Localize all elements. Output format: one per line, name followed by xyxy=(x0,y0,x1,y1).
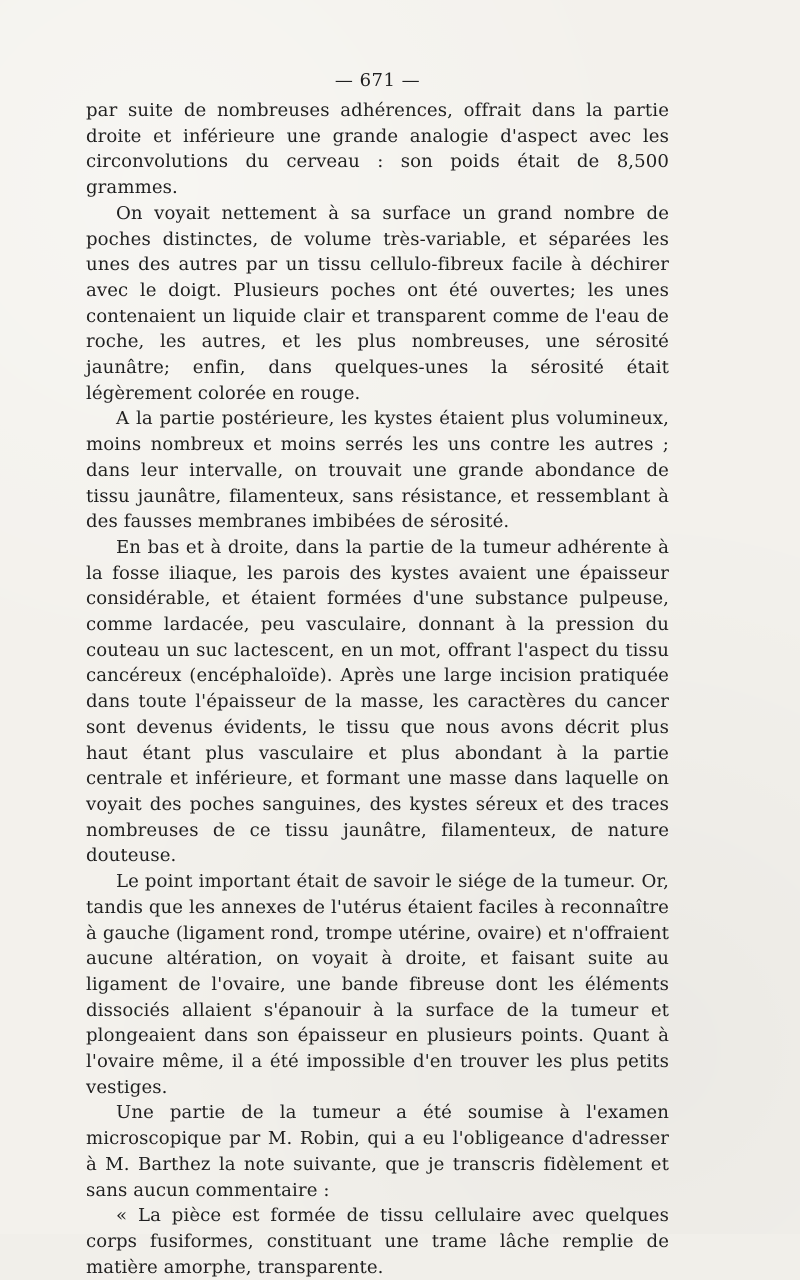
paragraph-2: On voyait nettement à sa surface un grand nombre de poches distinctes, de volume très-variable, et séparées les unes des autres par un tissu cellulo-fibreux facile à déchirer avec le doigt. Plusieurs poches ont été ouvertes; les unes contenaient un liquide clair et transparent comme de l'eau de roche, les autres, et les plus nombreuses, une sérosité jaunâtre; enfin, dans quelques-unes la sérosité était légèrement colorée en rouge. xyxy=(86,202,669,404)
paragraph-5: Le point important était de savoir le siége de la tumeur. Or, tandis que les annexes de l'utérus étaient faciles à reconnaître à gauche (ligament rond, trompe utérine, ovaire) et n'offraient aucune altération, on voyait à droite, et faisant suite au ligament de l'ovaire, une bande fibreuse dont les éléments dissociés allaient s'épanouir à la surface de la tumeur et plongeaient dans son épaisseur en plusieurs points. Quant à l'ovaire même, il a été impossible d'en trouver les plus petits vestiges. xyxy=(86,871,669,1098)
page-content xyxy=(86,68,669,1280)
paragraph-3: A la partie postérieure, les kystes étaient plus volumineux, moins nombreux et moins serrés les uns contre les autres ; dans leur intervalle, on trouvait une grande abondance de tissu jaunâtre, filamenteux, sans résistance, et ressemblant à des fausses membranes imbibées de sérosité. xyxy=(86,408,669,533)
page-number: — 671 — xyxy=(334,70,421,91)
paragraph-1: par suite de nombreuses adhérences, offrait dans la partie droite et inférieure une grande analogie d'aspect avec les circonvolutions du cerveau : son poids était de 8,500 grammes. xyxy=(86,100,669,199)
paragraph-7: « La pièce est formée de tissu cellulaire avec quelques corps fusiformes, constituant une trame lâche remplie de matière amorphe, transparente. xyxy=(86,1205,669,1278)
paragraph-4: En bas et à droite, dans la partie de la tumeur adhérente à la fosse iliaque, les parois des kystes avaient une épaisseur considérable, et étaient formées d'une substance pulpeuse, comme lardacée, peu vasculaire, donnant à la pression du couteau un suc lactescent, en un mot, offrant l'aspect du tissu cancéreux (encéphaloïde). Après une large incision pratiquée dans toute l'épaisseur de la masse, les caractères du cancer sont devenus évidents, le tissu que nous avons décrit plus haut étant plus vasculaire et plus abondant à la partie centrale et inférieure, et formant une masse dans laquelle on voyait des poches sanguines, des kystes séreux et des traces nombreuses de ce tissu jaunâtre, filamenteux, de nature douteuse. xyxy=(86,536,669,867)
paragraph-6: Une partie de la tumeur a été soumise à l'examen microscopique par M. Robin, qui a eu l'obligeance d'adresser à M. Barthez la note suivante, que je transcris fidèlement et sans aucun commentaire : xyxy=(86,1102,669,1201)
